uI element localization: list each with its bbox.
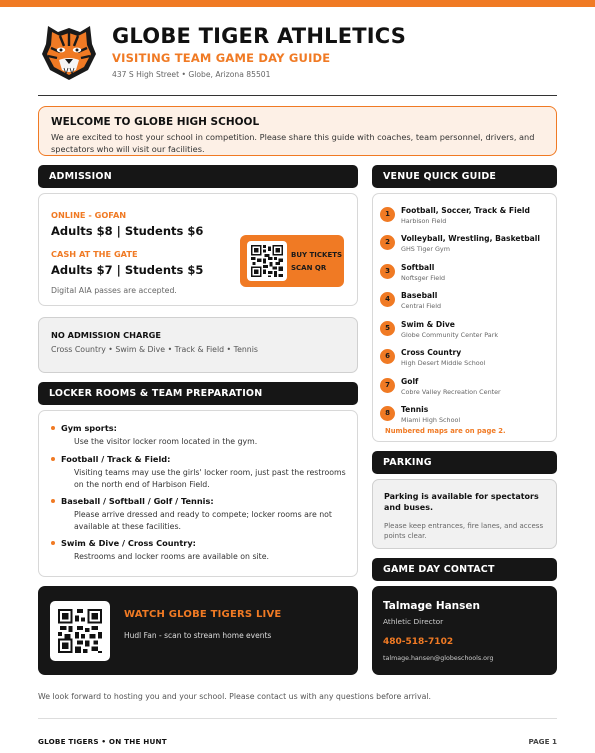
parking-heading: PARKING [372,451,557,474]
locker-item-title: Baseball / Softball / Golf / Tennis: [61,496,214,506]
qr-code-icon[interactable] [247,241,287,281]
aia-note: Digital AIA passes are accepted. [51,286,177,295]
contact-phone[interactable]: 480-518-7102 [383,637,454,647]
locker-item-title: Football / Track & Field: [61,454,171,464]
page-number: PAGE 1 [528,737,557,746]
qr-code-icon[interactable] [50,601,110,661]
contact-heading: GAME DAY CONTACT [372,558,557,581]
maps-note: Numbered maps are on page 2. [385,427,506,435]
welcome-text: We are excited to host your school in competition. Please share this guide with coaches, team personnel, drivers, and spectators who will visit our facilities. [51,132,535,154]
bullet-icon [51,499,55,503]
list-item [380,320,550,346]
locker-heading: LOCKER ROOMS & TEAM PREPARATION [38,382,358,405]
page-title: GLOBE TIGER ATHLETICS [112,24,407,48]
locker-item-text: Please arrive dressed and ready to compete; locker rooms are not available at these facilities. [74,510,332,531]
locker-card [38,410,358,577]
venue-number: 6 [380,349,395,364]
list-item [380,206,550,232]
bullet-icon [51,457,55,461]
buy-tickets-label: BUY TICKETS [291,251,343,259]
venue-place: GHS Tiger Gym [401,245,450,253]
header-divider [38,95,557,96]
no-admission-sports: Cross Country • Swim & Dive • Track & Field • Tennis [51,345,258,354]
bullet-icon [51,541,55,545]
locker-item-title: Gym sports: [61,423,117,433]
contact-card [372,586,557,675]
venue-number: 2 [380,235,395,250]
watch-live-title: WATCH GLOBE TIGERS LIVE [124,609,282,620]
venue-place: Cobre Valley Recreation Center [401,388,501,396]
contact-role: Athletic Director [383,617,444,626]
venue-place: Globe Community Center Park [401,331,499,339]
closing-note: We look forward to hosting you and your school. Please contact us with any questions before arrival. [38,692,431,701]
buy-tickets-button[interactable] [240,235,344,287]
list-item [380,377,550,403]
venue-sport: Baseball [401,291,438,300]
venue-sport: Cross Country [401,348,462,357]
venue-number: 8 [380,406,395,421]
list-item [380,291,550,317]
venue-card [372,193,557,442]
venue-sport: Football, Soccer, Track & Field [401,206,530,215]
parking-text: Please keep entrances, fire lanes, and access points clear. [384,522,544,540]
venue-sport: Tennis [401,405,429,414]
scan-qr-label: SCAN QR [291,264,327,272]
watch-live-text: Hudl Fan - scan to stream home events [124,631,272,640]
venue-heading: VENUE QUICK GUIDE [372,165,557,188]
online-prices: Adults $8 | Students $6 [51,224,204,238]
venue-sport: Golf [401,377,419,386]
watch-live-card [38,586,358,675]
venue-sport: Volleyball, Wrestling, Basketball [401,234,540,243]
locker-item-text: Visiting teams may use the girls' locker room, just past the restrooms on the north end of Harbison Field. [74,468,346,489]
welcome-title: WELCOME TO GLOBE HIGH SCHOOL [51,116,260,128]
list-item [380,234,550,260]
tiger-head-icon [38,18,100,82]
parking-card [372,479,557,549]
page-subtitle: VISITING TEAM GAME DAY GUIDE [112,51,331,65]
welcome-banner [38,106,557,156]
contact-name: Talmage Hansen [383,600,481,612]
footer-tagline: GLOBE TIGERS • ON THE HUNT [38,737,167,746]
list-item [380,263,550,289]
contact-email[interactable]: talmage.hansen@globeschools.org [383,655,494,662]
venue-place: High Desert Middle School [401,359,486,367]
venue-number: 4 [380,292,395,307]
admission-card [38,193,358,306]
locker-item-title: Swim & Dive / Cross Country: [61,538,196,548]
list-item [380,348,550,374]
venue-place: Miami High School [401,416,461,424]
venue-sport: Swim & Dive [401,320,455,329]
footer-divider [38,718,557,719]
admission-heading: ADMISSION [38,165,358,188]
no-admission-card [38,317,358,373]
locker-item-text: Restrooms and locker rooms are available on site. [74,552,270,561]
no-admission-title: NO ADMISSION CHARGE [51,330,161,340]
venue-place: Central Field [401,302,442,310]
locker-item-text: Use the visitor locker room located in the gym. [74,437,258,446]
venue-number: 1 [380,207,395,222]
gate-prices: Adults $7 | Students $5 [51,263,204,277]
bullet-icon [51,426,55,430]
online-label: ONLINE - GOFAN [51,210,127,220]
venue-place: Noftsger Field [401,274,446,282]
venue-number: 7 [380,378,395,393]
venue-number: 3 [380,264,395,279]
venue-number: 5 [380,321,395,336]
venue-sport: Softball [401,263,435,272]
page-header [38,18,558,96]
gate-label: CASH AT THE GATE [51,249,138,259]
venue-place: Harbison Field [401,217,447,225]
parking-title: Parking is available for spectators and buses. [384,492,539,512]
top-accent-bar [0,0,595,7]
school-address: 437 S High Street • Globe, Arizona 85501 [112,70,271,79]
